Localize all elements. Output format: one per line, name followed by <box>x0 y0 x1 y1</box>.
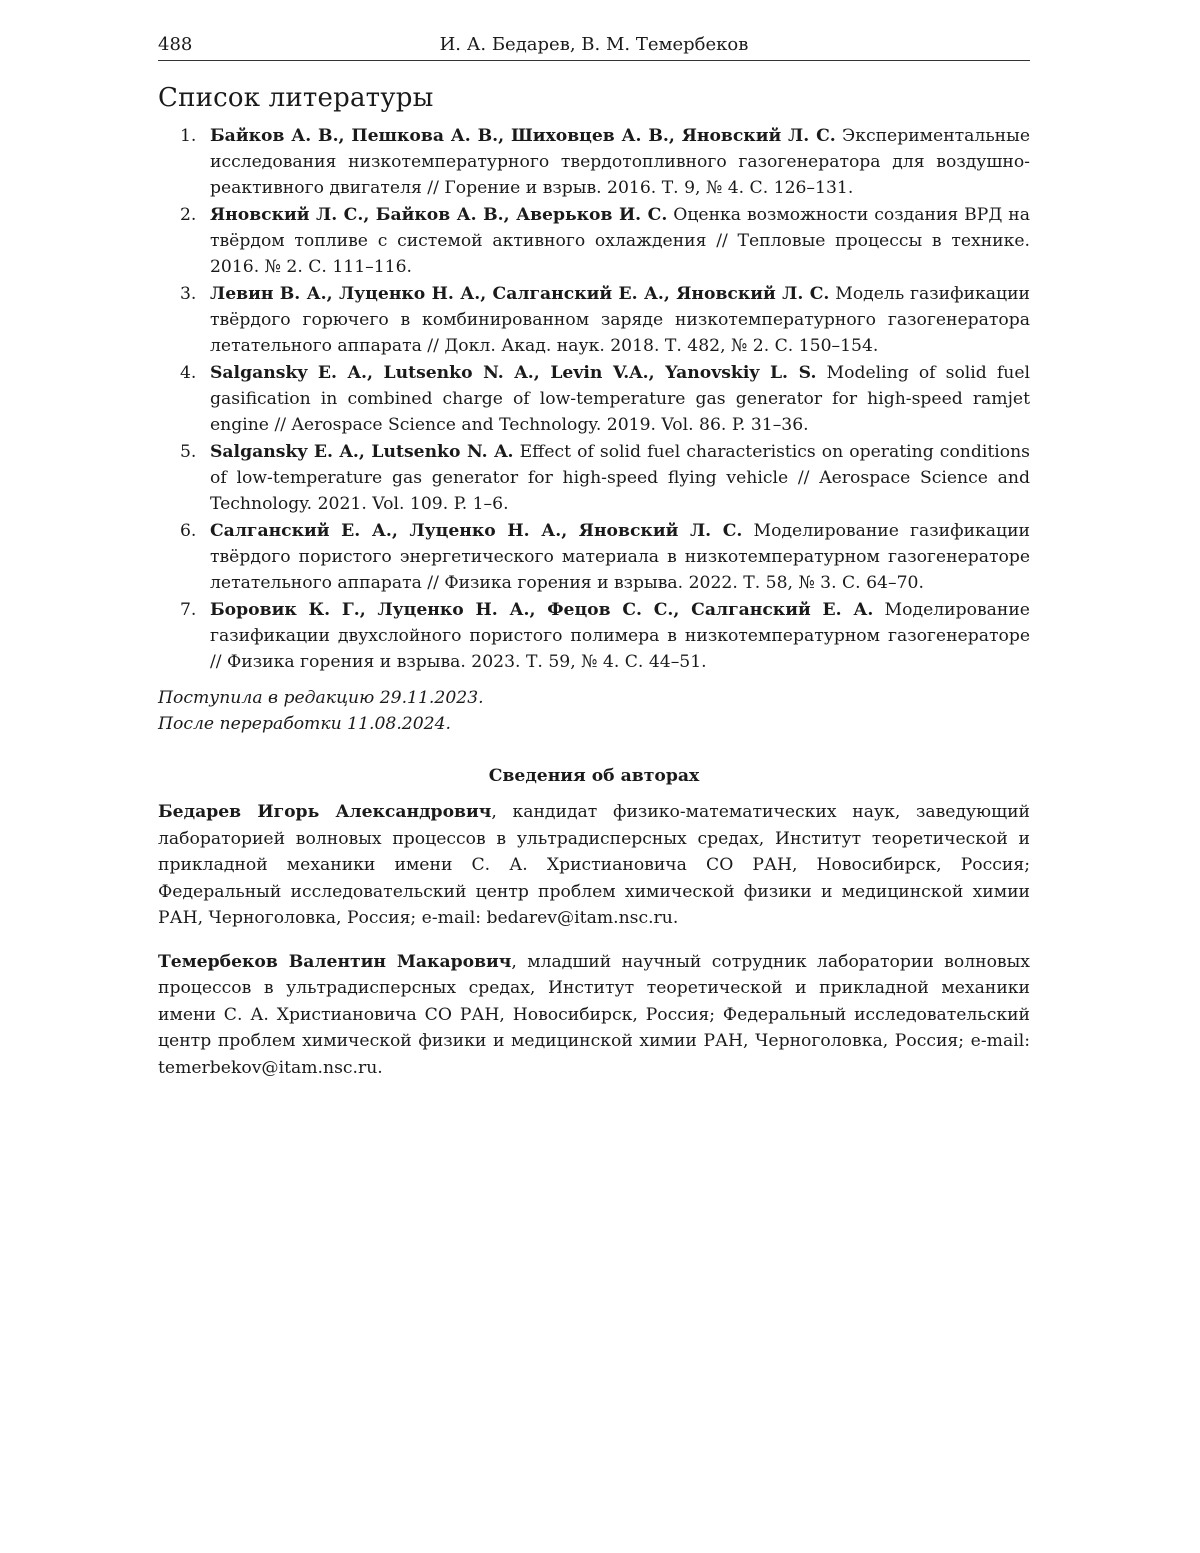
reference-item <box>158 597 1030 675</box>
revised-date: После переработки 11.08.2024. <box>158 714 452 734</box>
reference-number: 4. <box>180 363 197 383</box>
reference-authors: Salgansky E. A., Lutsenko N. A., Levin V.A., Yanovskiy L. S. <box>210 363 817 383</box>
reference-text: Modeling of solid fuel gasification in combined charge of low-temperature gas generator for high-speed ramjet engine // Aerospace Science and Technology. 2019. Vol. 86. P. 31–36. <box>210 363 1031 435</box>
about-authors-title: Сведения об авторах <box>488 766 700 786</box>
reference-number: 1. <box>180 126 197 146</box>
running-authors: И. А. Бедарев, В. М. Темербеков <box>439 34 749 55</box>
page-number: 488 <box>158 34 193 55</box>
reference-item <box>158 360 1030 438</box>
author-details: , младший научный сотрудник лаборатории волновых процессов в ультрадисперсных средах, Институт теоретической и прикладной механики имени С. А. Христиановича СО РАН, Новосибирск, Россия; Федеральный исследовательский центр проблем химической физики и медицинской химии РАН, Черноголовка, Россия; e-mail: temerbekov@itam.nsc.ru. <box>158 951 1030 1078</box>
reference-number: 6. <box>180 521 197 541</box>
reference-item <box>158 281 1030 359</box>
reference-authors: Байков А. В., Пешкова А. В., Шиховцев А. В., Яновский Л. С. <box>210 126 836 146</box>
reference-authors: Боровик К. Г., Луценко Н. А., Фецов С. С., Салганский Е. А. <box>210 600 874 620</box>
reference-number: 7. <box>180 600 197 620</box>
reference-number: 5. <box>180 442 197 462</box>
references-title: Список литературы <box>158 83 434 113</box>
reference-item <box>158 439 1030 517</box>
received-date: Поступила в редакцию 29.11.2023. <box>158 688 484 708</box>
reference-text: Экспериментальные исследования низкотемпературного твердотопливного газогенератора для воздушно-реактивного двигателя // Горение и взрыв. 2016. Т. 9, № 4. С. 126–131. <box>210 126 1030 198</box>
author-name: Бедарев Игорь Александрович <box>158 802 492 822</box>
author-info <box>158 799 1030 932</box>
author-name: Темербеков Валентин Макарович <box>158 951 512 972</box>
page <box>158 34 1030 1098</box>
reference-text: Effect of solid fuel characteristics on operating conditions of low-temperature gas generator for high-speed flying vehicle // Aerospace Science and Technology. 2021. Vol. 109. P. 1–6. <box>210 442 1030 514</box>
submission-dates <box>158 685 1030 737</box>
references-list <box>158 123 1030 675</box>
reference-authors: Салганский Е. А., Луценко Н. А., Яновский Л. С. <box>210 521 743 541</box>
reference-item <box>158 123 1030 201</box>
reference-item <box>158 518 1030 596</box>
reference-text: Оценка возможности создания ВРД на твёрдом топливе с системой активного охлаждения // Тепловые процессы в технике. 2016. № 2. С. 111–116. <box>210 205 1030 277</box>
reference-text: Модель газификации твёрдого горючего в комбинированном заряде низкотемпературного газогенератора летательного аппарата // Докл. Акад. наук. 2018. Т. 482, № 2. С. 150–154. <box>210 284 1030 356</box>
reference-item <box>158 202 1030 280</box>
running-header <box>158 34 1030 61</box>
reference-text: Моделирование газификации двухслойного пористого полимера в низкотемпературном газогенераторе // Физика горения и взрыва. 2023. Т. 59, № 4. С. 44–51. <box>210 600 1030 672</box>
reference-authors: Salgansky E. A., Lutsenko N. A. <box>210 442 514 462</box>
reference-authors: Левин В. А., Луценко Н. А., Салганский Е. А., Яновский Л. С. <box>210 284 830 304</box>
reference-number: 2. <box>180 205 197 225</box>
author-info <box>158 949 1030 1082</box>
reference-number: 3. <box>180 284 197 304</box>
author-details: , кандидат физико-математических наук, заведующий лабораторией волновых процессов в ультрадисперсных средах, Институт теоретической и прикладной механики имени С. А. Христиановича СО РАН, Новосибирск, Россия; Федеральный исследовательский центр проблем химической физики и медицинской химии РАН, Черноголовка, Россия; e-mail: bedarev@itam.nsc.ru. <box>158 802 1030 928</box>
reference-text: Моделирование газификации твёрдого пористого энергетического материала в низкотемпературном газогенераторе летательного аппарата // Физика горения и взрыва. 2022. Т. 58, № 3. С. 64–70. <box>210 521 1030 593</box>
reference-authors: Яновский Л. С., Байков А. В., Аверьков И. С. <box>210 205 668 225</box>
